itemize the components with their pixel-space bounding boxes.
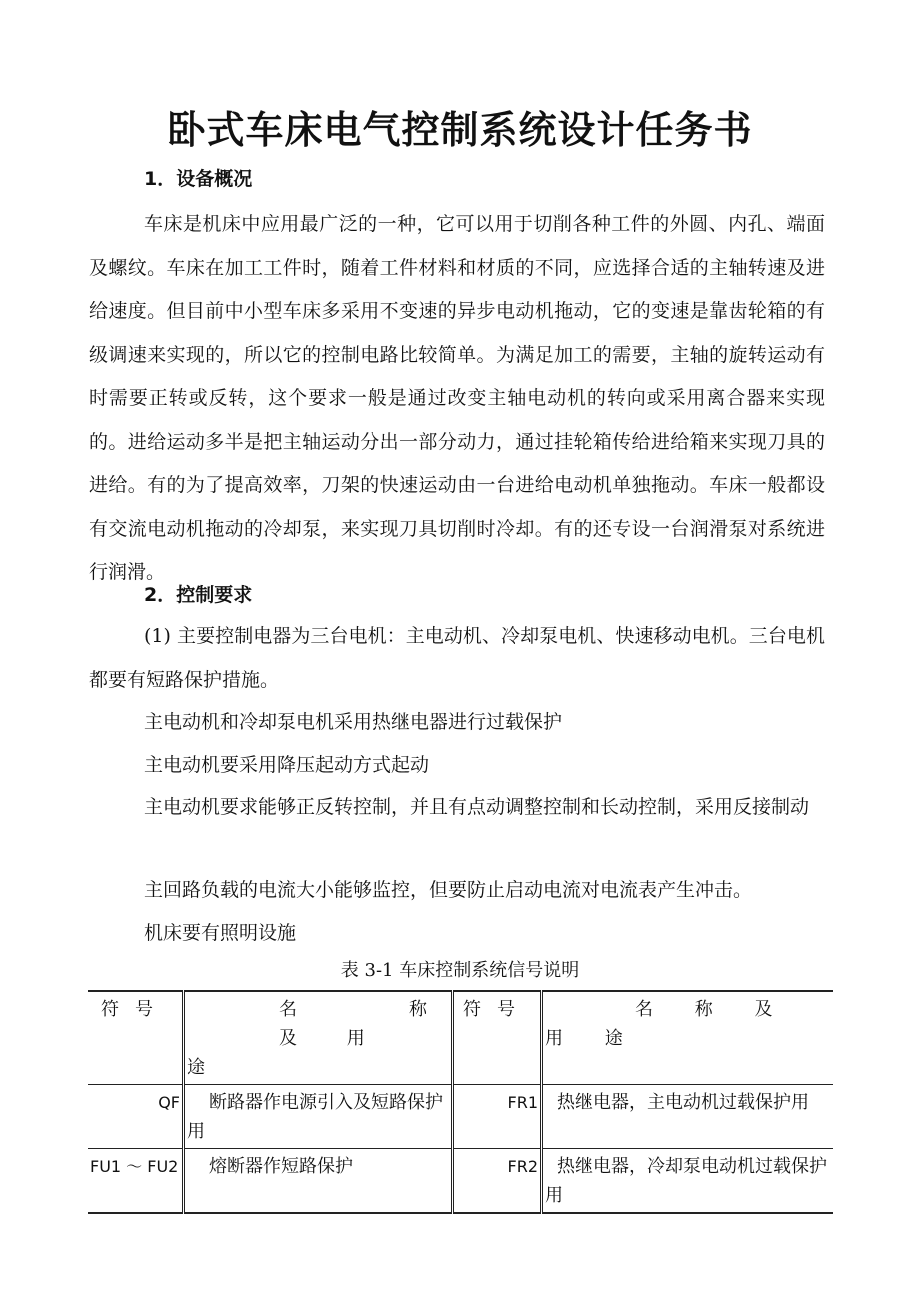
table-caption: 表 3-1 车床控制系统信号说明 — [340, 960, 580, 981]
header-description-main: 名 称 及 用 — [279, 999, 449, 1049]
control-requirement-2: 主电动机和冷却泵电机采用热继电器进行过载保护 — [144, 711, 563, 733]
row-symbol-2: FR1 — [453, 1085, 542, 1149]
row-description-2: 热继电器，冷却泵电动机过载保护用 — [542, 1149, 834, 1214]
header-symbol-2: 符号 — [453, 991, 542, 1085]
row-description-2: 热继电器，主电动机过载保护用 — [542, 1085, 834, 1149]
section1-paragraph: 车床是机床中应用最广泛的一种，它可以用于切削各种工件的外圆、内孔、端面及螺纹。车床在加工工件时，随着工件材料和材质的不同，应选择合适的主轴转速及进给速度。但目前中小型车床多采用不变速的异步电动机拖动，它的变速是靠齿轮箱的有级调速来实现的，所以它的控制电路比较简单。为满足加工的需要，主轴的旋转运动有时需要正转或反转，这个要求一般是通过改变主轴电动机的转向或采用离合器来实现的。进给运动多半是把主轴运动分出一部分动力，通过挂轮箱传给进给箱来实现刀具的进给。有的为了提高效率，刀架的快速运动由一台进给电动机单独拖动。车床一般都设有交流电动机拖动的冷却泵，来实现刀具切削时冷却。有的还专设一台润滑泵对系统进行润滑。 — [89, 213, 825, 583]
table-header-row — [88, 991, 833, 1085]
table-row — [88, 1149, 833, 1214]
row-description: 熔断器作短路保护 — [184, 1149, 453, 1214]
row-symbol: FU1 ～ FU2 — [88, 1149, 184, 1214]
header-description-tail: 途 — [187, 1057, 205, 1078]
header-symbol: 符号 — [88, 991, 184, 1085]
row-symbol-2: FR2 — [453, 1149, 542, 1214]
control-requirement-5: 主回路负载的电流大小能够监控，但要防止启动电流对电流表产生冲击。 — [144, 879, 753, 901]
control-requirement-1: (1) 主要控制电器为三台电机：主电动机、冷却泵电机、快速移动电机。三台电机都要有短路保护措施。 — [89, 625, 825, 691]
section1-heading: 1．设备概况 — [144, 168, 253, 190]
section2-heading: 2．控制要求 — [144, 584, 253, 606]
signal-table — [88, 990, 833, 1214]
row-symbol: QF — [88, 1085, 184, 1149]
header-description — [184, 991, 453, 1085]
header-description-2: 名 称 及 用 途 — [542, 991, 834, 1085]
table-row — [88, 1085, 833, 1149]
control-requirement-4: 主电动机要求能够正反转控制，并且有点动调整控制和长动控制，采用反接制动 — [144, 796, 810, 818]
control-requirement-6: 机床要有照明设施 — [144, 922, 297, 944]
row-description: 断路器作电源引入及短路保护用 — [184, 1085, 453, 1149]
control-requirement-3: 主电动机要采用降压起动方式起动 — [144, 754, 430, 776]
document-title: 卧式车床电气控制系统设计任务书 — [167, 108, 753, 152]
